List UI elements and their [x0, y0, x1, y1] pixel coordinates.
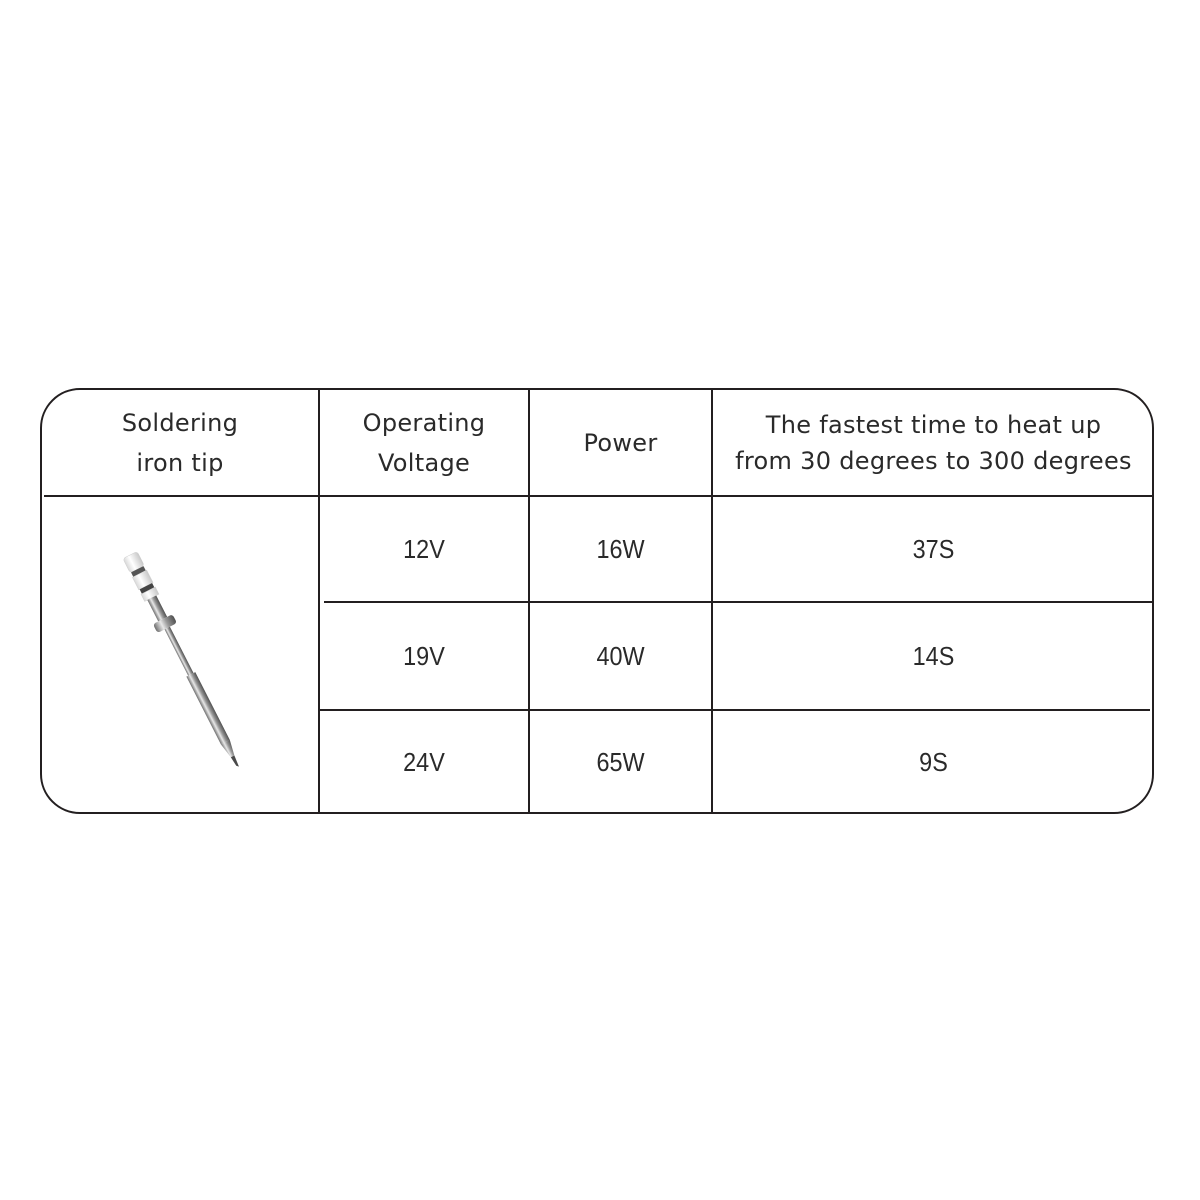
header-label: from 30 degrees to 300 degrees: [735, 446, 1132, 475]
row-3-voltage: 24V: [403, 747, 445, 777]
row-2-power: 40W: [596, 640, 645, 671]
row-3-power: 65W: [596, 747, 645, 777]
header-label: Power: [583, 428, 658, 457]
header-label: iron tip: [136, 448, 224, 477]
header-operating-voltage: [320, 390, 528, 495]
row-2-heat-time: 14S: [912, 640, 955, 671]
row-3-heat-time: 9S: [919, 747, 948, 777]
header-label: Soldering: [121, 408, 239, 437]
header-soldering-iron-tip: [42, 390, 318, 495]
header-label: Voltage: [377, 448, 471, 477]
row-1-heat-time: 37S: [912, 533, 955, 564]
header-label: Operating: [362, 408, 486, 437]
spec-table: [40, 388, 1154, 814]
product-image-cell: [42, 497, 318, 814]
header-heat-time: [713, 390, 1154, 495]
soldering-iron-tip-icon: [82, 537, 282, 787]
header-label: The fastest time to heat up: [765, 410, 1102, 439]
row-2-voltage: 19V: [403, 640, 445, 671]
row-1-power: 16W: [596, 533, 645, 564]
header-power: [530, 390, 711, 495]
row-1-voltage: 12V: [403, 533, 445, 564]
